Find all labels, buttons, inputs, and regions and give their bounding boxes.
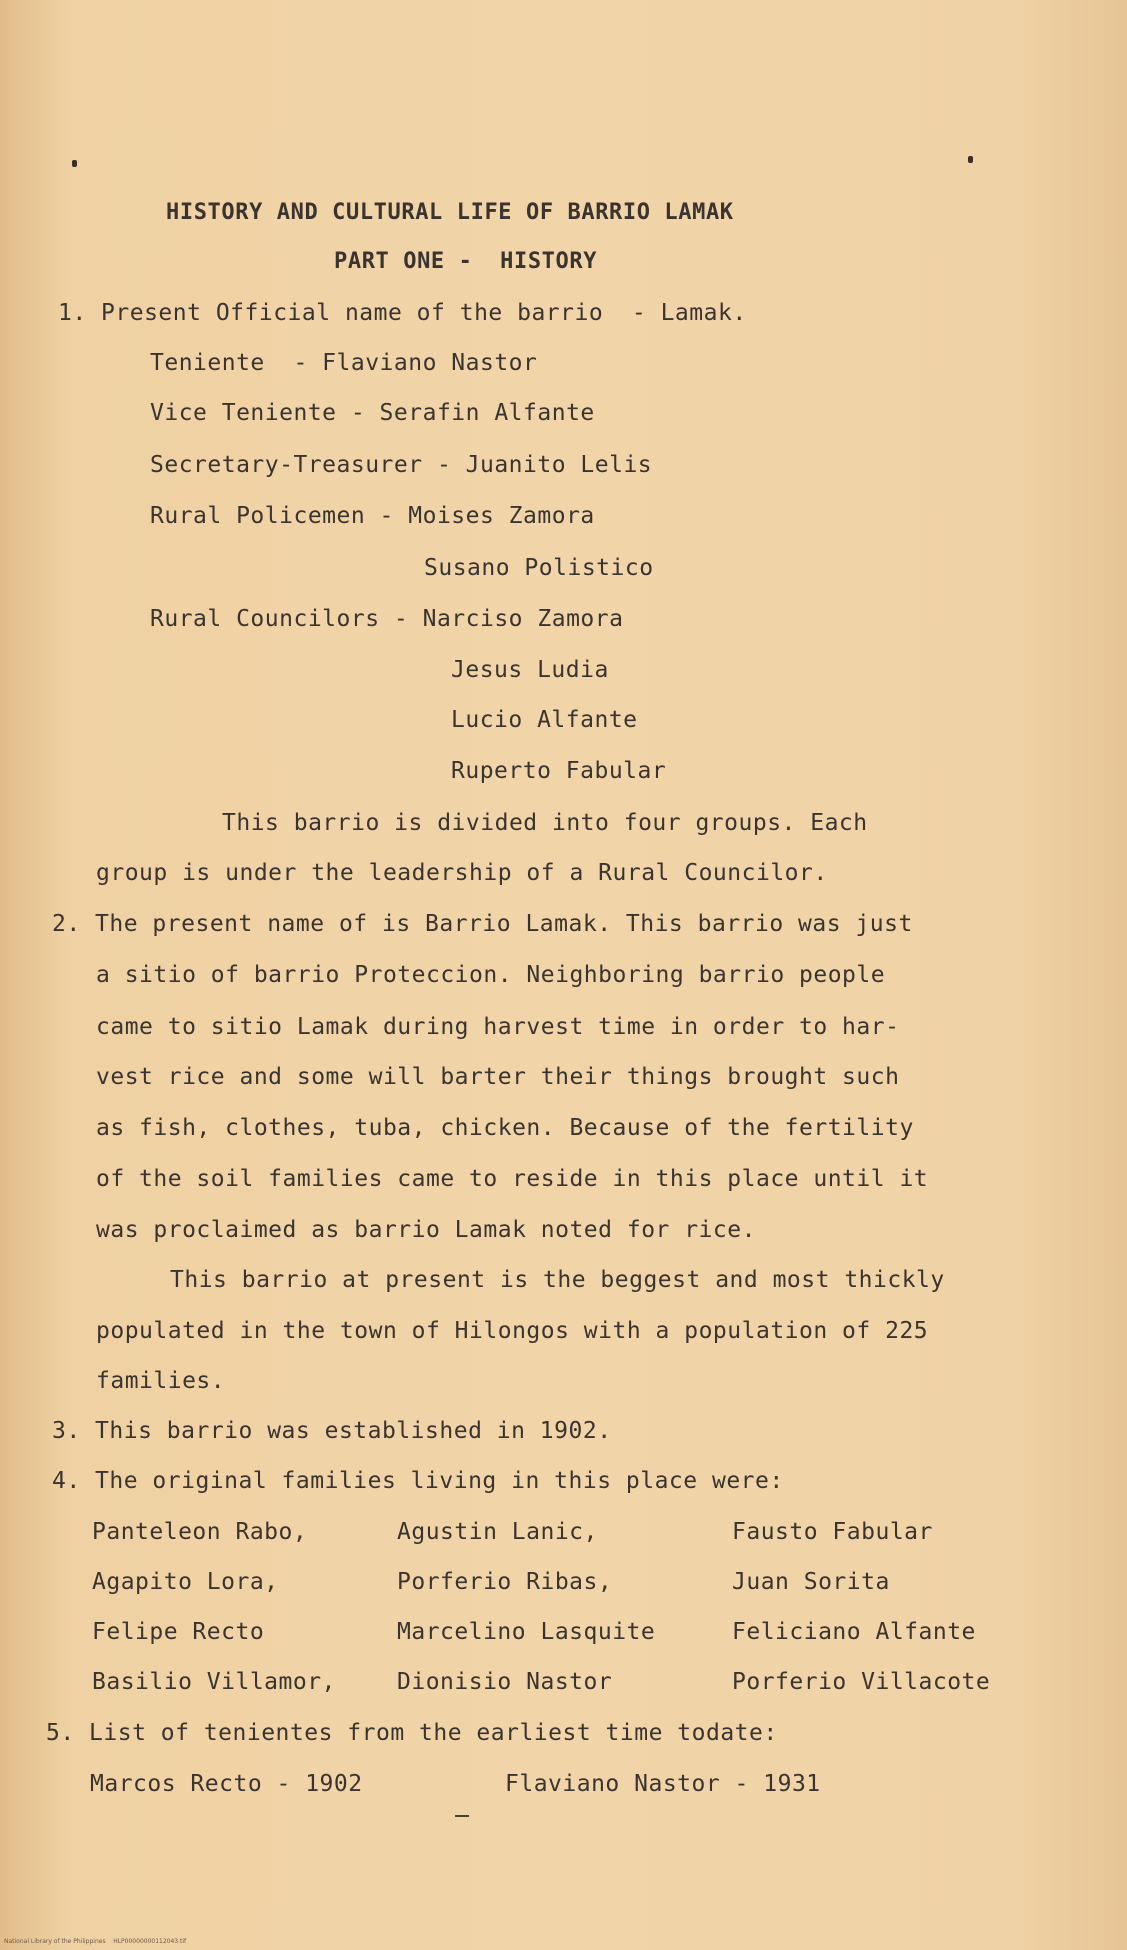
paragraph-line: group is under the leadership of a Rural Councilor.	[96, 860, 828, 886]
councilor-2: Jesus Ludia	[451, 657, 609, 683]
item-2-line: populated in the town of Hilongos with a population of 225	[96, 1318, 929, 1344]
teniente-line: Teniente - Flaviano Nastor	[150, 350, 538, 376]
item-2-line: of the soil families came to reside in this place until it	[96, 1166, 929, 1192]
councilor-4: Ruperto Fabular	[451, 758, 667, 784]
item-2-line: as fish, clothes, tuba, chicken. Because of the fertility	[96, 1115, 914, 1141]
item-2-line: This barrio at present is the beggest and most thickly	[170, 1267, 945, 1293]
item-2-line: a sitio of barrio Proteccion. Neighboring barrio people	[96, 962, 886, 988]
part-heading: PART ONE - HISTORY	[334, 249, 598, 274]
family-name: Agustin Lanic,	[397, 1519, 598, 1545]
family-name: Panteleon Rabo,	[92, 1519, 308, 1545]
item-4-intro: 4. The original families living in this place were:	[52, 1468, 784, 1494]
vice-teniente-line: Vice Teniente - Serafin Alfante	[150, 400, 595, 426]
item-2-line: families.	[96, 1368, 226, 1394]
document-title: HISTORY AND CULTURAL LIFE OF BARRIO LAMAK	[166, 200, 734, 225]
family-name: Agapito Lora,	[92, 1569, 279, 1595]
item-2-line: was proclaimed as barrio Lamak noted for rice.	[96, 1217, 756, 1243]
ink-speck	[968, 156, 973, 163]
councilor-3: Lucio Alfante	[451, 707, 638, 733]
family-name: Fausto Fabular	[732, 1519, 933, 1545]
secretary-line: Secretary-Treasurer - Juanito Lelis	[150, 452, 653, 478]
family-name: Felipe Recto	[92, 1619, 265, 1645]
family-name: Feliciano Alfante	[732, 1619, 976, 1645]
paragraph-line: This barrio is divided into four groups. Each	[222, 810, 868, 836]
rural-policemen-line: Rural Policemen - Moises Zamora	[150, 503, 595, 529]
rural-councilors-line: Rural Councilors - Narciso Zamora	[150, 606, 624, 632]
ink-speck	[72, 160, 77, 167]
family-name: Dionisio Nastor	[397, 1669, 613, 1695]
item-2-line: 2. The present name of is Barrio Lamak. This barrio was just	[52, 911, 913, 937]
item-5-intro: 5. List of tenientes from the earliest time todate:	[46, 1720, 778, 1746]
family-name: Basilio Villamor,	[92, 1669, 336, 1695]
family-name: Juan Sorita	[732, 1569, 890, 1595]
item-2-line: vest rice and some will barter their things brought such	[96, 1064, 900, 1090]
family-name: Porferio Ribas,	[397, 1569, 613, 1595]
item-2-line: came to sitio Lamak during harvest time in order to har-	[96, 1014, 900, 1040]
policeman-2: Susano Polistico	[424, 555, 654, 581]
item-3-line: 3. This barrio was established in 1902.	[52, 1418, 612, 1444]
teniente-list-entry: Marcos Recto - 1902	[90, 1771, 363, 1797]
family-name: Porferio Villacote	[732, 1669, 991, 1695]
item-1-intro: 1. Present Official name of the barrio - Lamak.	[58, 300, 747, 326]
page-mark	[455, 1815, 469, 1817]
teniente-list-entry: Flaviano Nastor - 1931	[505, 1771, 821, 1797]
family-name: Marcelino Lasquite	[397, 1619, 656, 1645]
archive-footer: National Library of the Philippines HLP00000000112043.tif	[4, 1938, 187, 1945]
